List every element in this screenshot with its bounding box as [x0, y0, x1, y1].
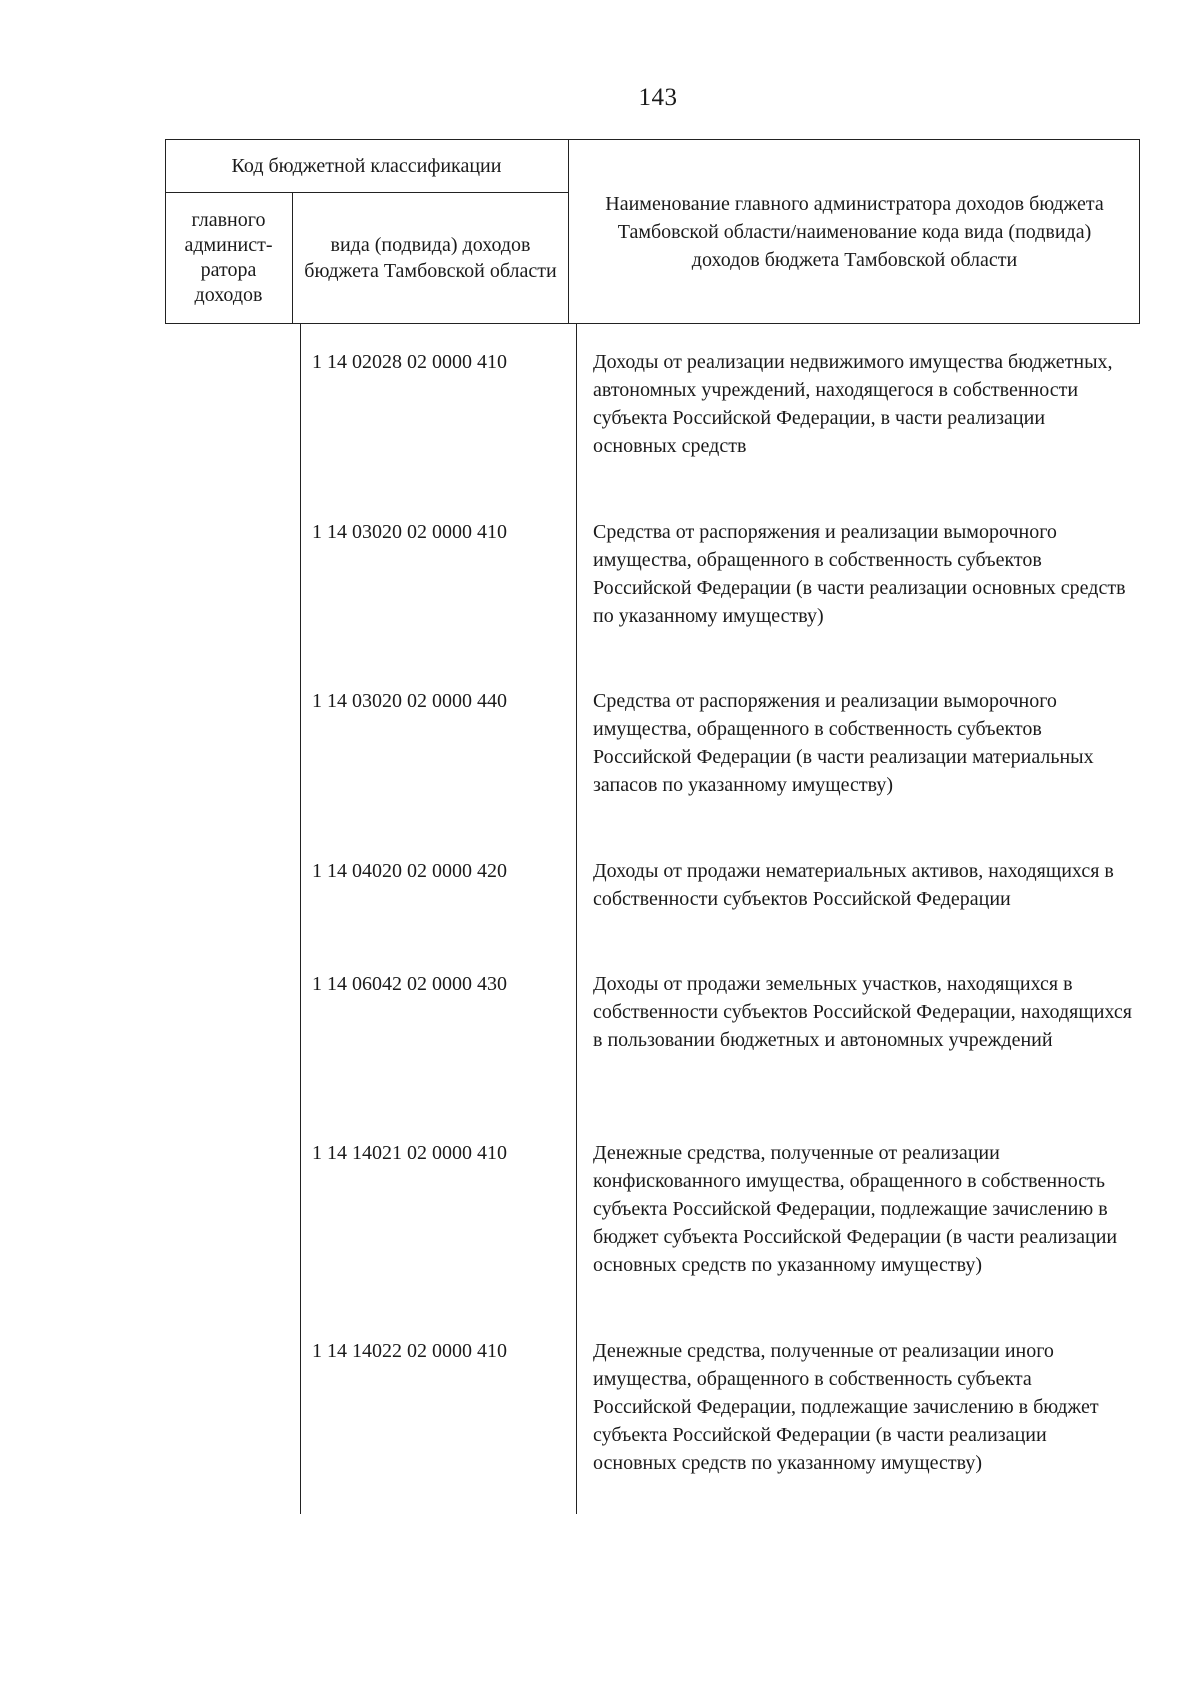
header-budget-code: Код бюджетной классификации	[231, 154, 502, 177]
table-header	[165, 139, 1140, 324]
income-code: 1 14 06042 02 0000 430	[312, 973, 507, 995]
income-code: 1 14 02028 02 0000 410	[312, 351, 507, 373]
header-chief-admin: главного админист-ратора доходов	[184, 209, 273, 306]
column-divider	[300, 324, 301, 1514]
income-description: Денежные средства, полученные от реализации иного имущества, обращенного в собственность субъекта Российской Федерации, подлежащие зачислению в бюджет субъекта Российской Федерации (в части реализации основных средств по указанному имуществу)	[593, 1340, 1099, 1474]
income-description: Денежные средства, полученные от реализации конфискованного имущества, обращенного в собственность субъекта Российской Федерации, подлежащие зачислению в бюджет субъекта Российской Федерации (в части реализации основных средств по указанному имуществу)	[593, 1142, 1118, 1276]
column-divider	[576, 324, 577, 1514]
income-description: Средства от распоряжения и реализации выморочного имущества, обращенного в собственность субъектов Российской Федерации (в части реализации основных средств по указанному имуществу)	[593, 521, 1126, 627]
income-description: Доходы от продажи земельных участков, находящихся в собственности субъектов Российской Федерации, находящихся в пользовании бюджетных и автономных учреждений	[593, 973, 1132, 1051]
income-description: Средства от распоряжения и реализации выморочного имущества, обращенного в собственность субъектов Российской Федерации (в части реализации материальных запасов по указанному имуществу)	[593, 690, 1094, 796]
income-code: 1 14 03020 02 0000 410	[312, 521, 507, 543]
header-name: Наименование главного администратора доходов бюджета Тамбовской области/наименование кода вида (подвида) доходов бюджета Тамбовской области	[605, 192, 1104, 271]
income-code: 1 14 03020 02 0000 440	[312, 690, 507, 712]
income-description: Доходы от продажи нематериальных активов, находящихся в собственности субъектов Российской Федерации	[593, 860, 1114, 910]
income-code: 1 14 14021 02 0000 410	[312, 1142, 507, 1164]
page-number: 143	[638, 84, 678, 111]
header-income-kind: вида (подвида) доходов бюджета Тамбовской области	[304, 234, 557, 282]
income-code: 1 14 14022 02 0000 410	[312, 1340, 507, 1362]
income-description: Доходы от реализации недвижимого имущества бюджетных, автономных учреждений, находящегося в собственности субъекта Российской Федерации, в части реализации основных средств	[593, 351, 1113, 457]
income-code: 1 14 04020 02 0000 420	[312, 860, 507, 882]
